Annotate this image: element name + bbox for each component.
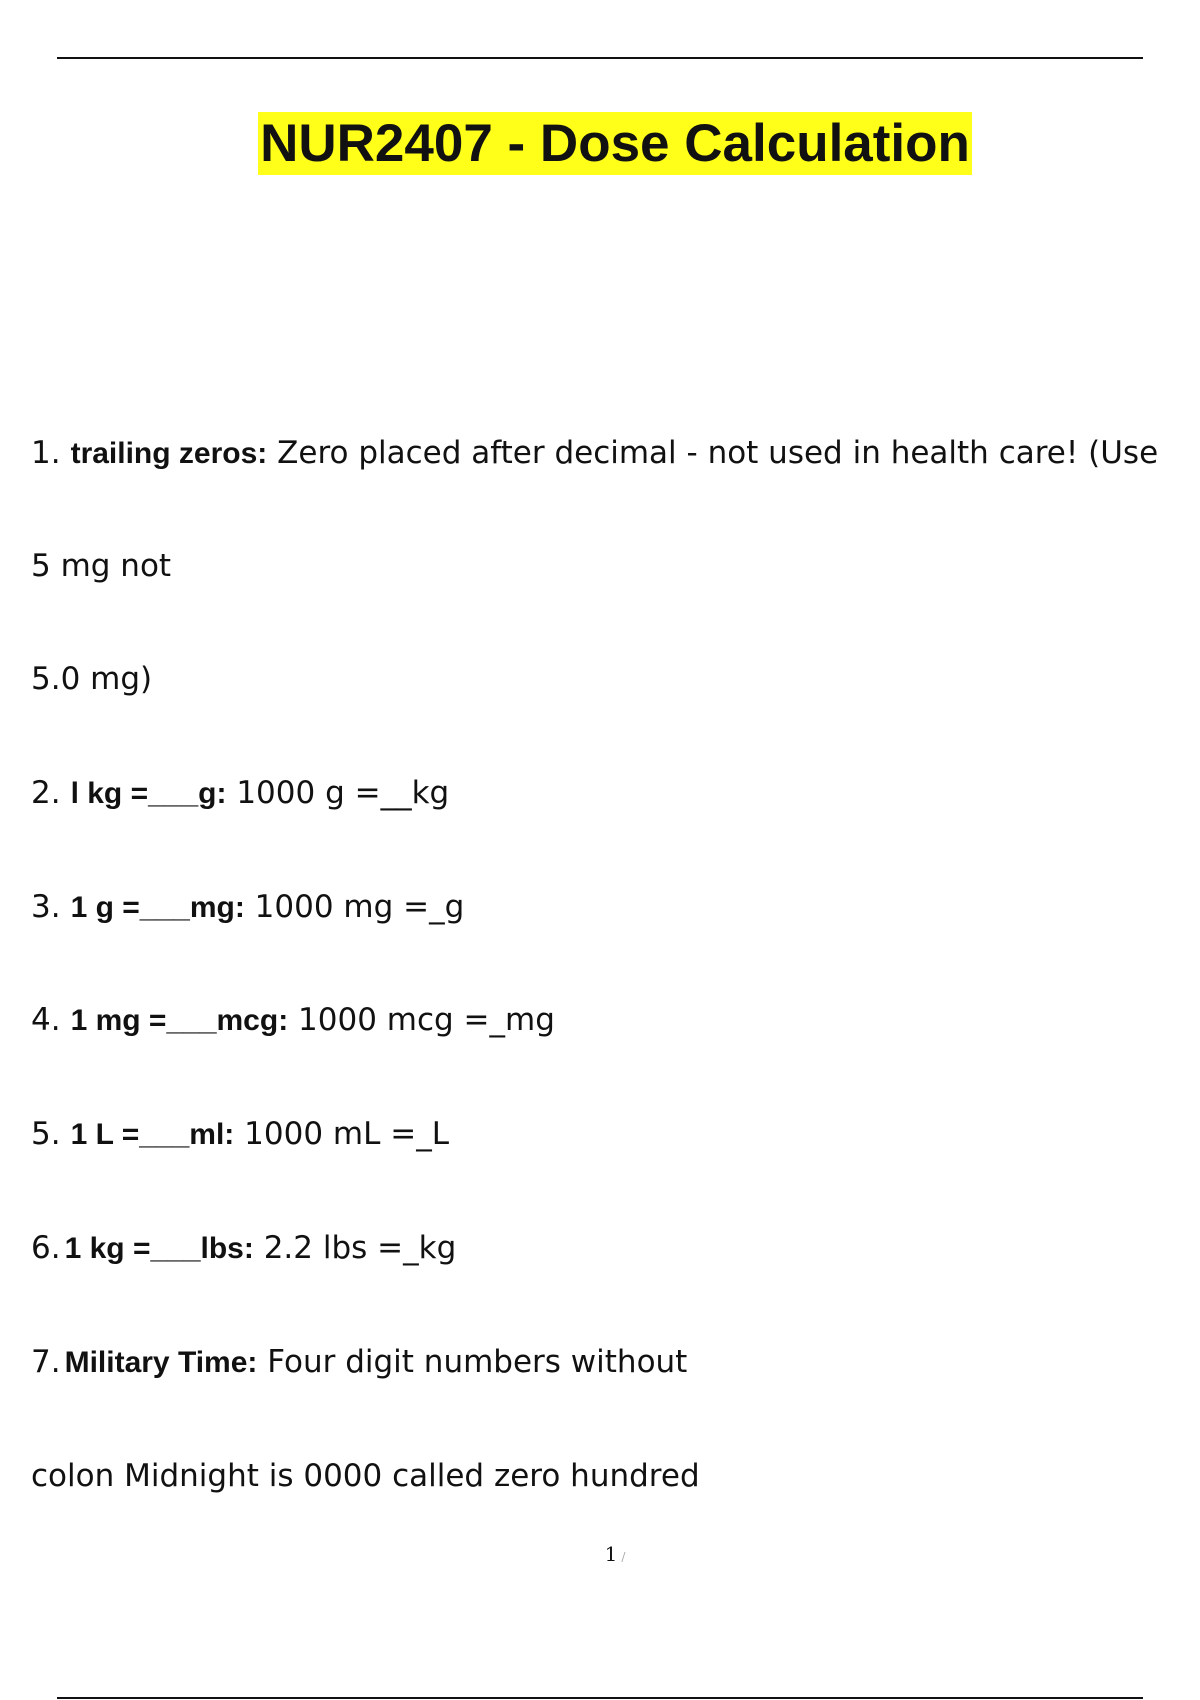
item-number: 3. [31, 889, 61, 925]
title-block [0, 112, 1200, 175]
list-item-kg-lbs [31, 1228, 456, 1269]
item-number: 5. [31, 1116, 61, 1152]
item-term: 1 mg =___mcg: [70, 1004, 289, 1037]
item-text: Four digit numbers without [257, 1344, 688, 1380]
item-term: l kg =___g: [70, 777, 227, 810]
item-number: 7. [31, 1344, 61, 1380]
item-term: 1 g =___mg: [70, 891, 245, 924]
item-text: 5.0 mg) [31, 661, 153, 697]
top-rule [57, 57, 1143, 59]
item-text: Zero placed after decimal - not used in health care! (Use [267, 435, 1159, 471]
bottom-rule [57, 1697, 1143, 1699]
list-item-military-time [31, 1342, 687, 1383]
item-text: 1000 mL =_L [234, 1116, 449, 1152]
item-text: 1000 g =__kg [226, 775, 450, 811]
item-number: 1. [31, 435, 61, 471]
item-term: Military Time: [64, 1346, 258, 1379]
list-item-g-mg [31, 887, 464, 928]
page-number-mark: / [621, 1550, 626, 1564]
item-number: 6. [31, 1230, 61, 1266]
page-number-value: 1 [604, 1542, 618, 1566]
item-term: trailing zeros: [70, 437, 268, 470]
item-text: 2.2 lbs =_kg [253, 1230, 457, 1266]
item-number: 2. [31, 775, 61, 811]
item-term: 1 L =___ml: [70, 1118, 235, 1151]
list-item-mg-mcg [31, 1000, 555, 1041]
document-title: NUR2407 - Dose Calculation [260, 114, 970, 173]
list-item-l-ml [31, 1114, 449, 1155]
item-text: colon Midnight is 0000 called zero hundred [31, 1458, 700, 1494]
continuation-line [31, 659, 152, 699]
item-number: 4. [31, 1002, 61, 1038]
item-text: 5 mg not [31, 548, 172, 584]
continuation-line [31, 1456, 700, 1496]
item-text: 1000 mcg =_mg [288, 1002, 555, 1038]
page-number [0, 1541, 1200, 1570]
item-text: 1000 mg =_g [244, 889, 465, 925]
continuation-line [31, 546, 171, 586]
list-item-kg-g [31, 773, 449, 814]
item-term: 1 kg =___lbs: [64, 1232, 254, 1265]
list-item-trailing-zeros [31, 433, 1158, 474]
